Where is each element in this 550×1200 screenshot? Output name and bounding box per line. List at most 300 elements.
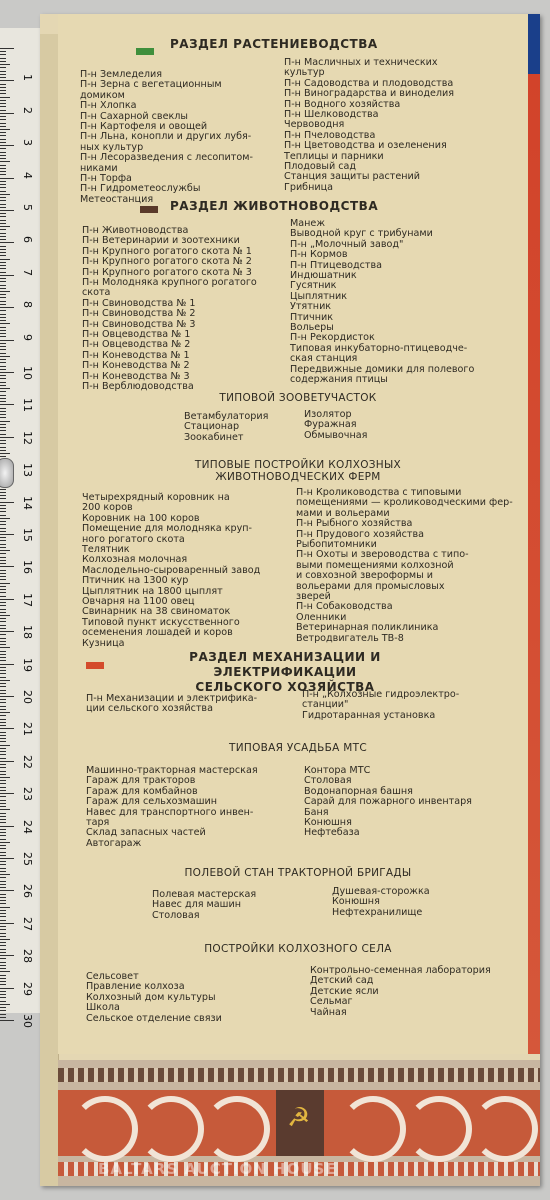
ruler-tick — [0, 242, 14, 243]
ruler-tick — [0, 1017, 6, 1018]
ruler-tick — [0, 80, 14, 81]
ruler-tick — [0, 492, 6, 493]
ruler-tick — [0, 359, 6, 360]
village-right-list: Контрольно-семенная лаборатория Детский сад Детские ясли Сельмаг Чайная — [310, 965, 491, 1018]
ruler-tick — [0, 90, 6, 91]
ruler-tick — [0, 991, 6, 992]
ruler-number: 4 — [21, 171, 34, 179]
ruler-number: 23 — [21, 787, 34, 802]
ruler-tick — [0, 728, 14, 729]
ruler-tick — [0, 754, 6, 755]
ruler-tick — [0, 877, 6, 878]
ruler-tick — [0, 294, 6, 295]
ruler-tick — [0, 929, 6, 930]
ruler-number: 9 — [21, 333, 34, 341]
ruler-number: 12 — [21, 430, 34, 445]
ruler-tick — [0, 74, 6, 75]
ruler-tick — [0, 771, 6, 772]
ruler-tick — [0, 881, 6, 882]
ruler-tick — [0, 751, 6, 752]
ruler-tick — [0, 48, 14, 49]
ruler-tick — [0, 87, 6, 88]
ruler-tick — [0, 320, 6, 321]
ruler-tick — [0, 67, 6, 68]
ruler-tick — [0, 505, 6, 506]
ruler-tick — [0, 852, 6, 853]
ruler-tick — [0, 790, 6, 791]
ruler-tick — [0, 942, 6, 943]
ruler-tick — [0, 340, 14, 341]
ruler-tick — [0, 994, 6, 995]
ruler-tick — [0, 378, 6, 379]
ruler-tick — [0, 832, 6, 833]
livestock-right-list: Манеж Выводной круг с трибунами П-н „Молочный завод" П-н Кормов П-н Птицеводства Индюшатник Гусятник Цыплятник Утятник Птичник Вольеры П-н Рекордисток Типовая инкубаторно-птицеводче- ская станция Передвижные домики для полевого содержания птицы — [290, 218, 475, 386]
ruler-number: 15 — [21, 528, 34, 542]
ruler-tick — [0, 596, 6, 597]
ruler-tick — [0, 887, 6, 888]
ruler-tick — [0, 709, 6, 710]
zoovet-left-list: Ветамбулатория Стационар Зоокабинет — [184, 411, 269, 443]
swirl-ornament — [72, 1096, 138, 1162]
ruler-tick — [0, 625, 6, 626]
ruler-tick — [0, 845, 6, 846]
ruler-tick — [0, 644, 6, 645]
ruler-tick — [0, 858, 14, 859]
ruler-tick — [0, 686, 6, 687]
ruler-tick — [0, 54, 6, 55]
ruler-tick — [0, 939, 10, 940]
ruler-tick — [0, 907, 10, 908]
ruler-number: 25 — [21, 852, 34, 866]
ruler-tick — [0, 207, 6, 208]
ruler-tick — [0, 236, 6, 237]
sheet-fold — [40, 34, 59, 1186]
ruler-tick — [0, 550, 10, 551]
ruler-tick — [0, 132, 6, 133]
ruler-tick — [0, 553, 6, 554]
ruler-tick — [0, 916, 6, 917]
ruler-tick — [0, 949, 6, 950]
ruler-tick — [0, 900, 6, 901]
ruler-tick — [0, 310, 6, 311]
ruler-tick — [0, 84, 6, 85]
ruler-tick — [0, 722, 6, 723]
ruler-tick — [0, 842, 10, 843]
ruler-tick — [0, 398, 6, 399]
ruler-tick — [0, 783, 6, 784]
ruler-tick — [0, 226, 10, 227]
red-swatch — [86, 662, 104, 669]
ruler-tick — [0, 680, 10, 681]
ruler-number: 14 — [21, 495, 34, 510]
ruler-tick — [0, 787, 6, 788]
ruler-tick — [0, 777, 10, 778]
ruler-tick — [0, 281, 6, 282]
ruler-tick — [0, 518, 10, 519]
mts-left-list: Машинно-тракторная мастерская Гараж для тракторов Гараж для комбайнов Гараж для сельхозмашин Навес для транспортного инвен- таря Склад запасных частей Автогараж — [86, 765, 258, 849]
ruler-number: 10 — [21, 366, 34, 380]
ruler-tick — [0, 868, 6, 869]
ruler-tick — [0, 220, 6, 221]
ruler-tick — [0, 191, 6, 192]
ruler-tick — [0, 725, 6, 726]
ruler-number: 28 — [21, 949, 34, 964]
ruler-tick — [0, 955, 14, 956]
ruler-tick — [0, 981, 6, 982]
ruler-tick — [0, 1007, 6, 1008]
ruler-tick — [0, 537, 6, 538]
ruler-tick — [0, 489, 6, 490]
ruler-tick — [0, 793, 14, 794]
ruler-tick — [0, 447, 6, 448]
ruler-tick — [0, 589, 6, 590]
ruler-tick — [0, 391, 6, 392]
ruler-tick — [0, 803, 6, 804]
farm-left-list: Четырехрядный коровник на 200 коров Коровник на 100 коров Помещение для молодняка круп- ного рогатого скота Телятник Колхозная молочная Маслодельно-сыроваренный завод Птичник на 1300 кур Цыплятник на 1800 цыплят Овчарня на 1100 овец Свинарник на 38 свиноматок Типовой пункт искусственного осеменения лошадей и коров Кузница — [82, 492, 261, 649]
ruler-tick — [0, 745, 10, 746]
ruler-tick — [0, 259, 10, 260]
section-title-zoovet: ТИПОВОЙ ЗООВЕТУЧАСТОК — [219, 392, 377, 404]
ruler-tick — [0, 638, 6, 639]
ruler-tick — [0, 683, 6, 684]
ruler-tick — [0, 1014, 6, 1015]
ruler-number: 13 — [21, 463, 34, 478]
ruler-tick — [0, 369, 6, 370]
ruler-tick — [0, 609, 6, 610]
ruler-tick — [0, 1004, 10, 1005]
ruler-tick — [0, 1020, 14, 1021]
ruler-tick — [0, 673, 6, 674]
ruler-tick — [0, 563, 6, 564]
ruler-tick — [0, 599, 14, 600]
ornament-top-band — [58, 1068, 540, 1082]
section-title-mts: ТИПОВАЯ УСАДЬБА МТС — [229, 742, 367, 754]
ruler-tick — [0, 839, 6, 840]
ruler-tick — [0, 660, 6, 661]
ruler-tick — [0, 327, 6, 328]
ruler-tick — [0, 968, 6, 969]
swirl-ornament — [406, 1096, 472, 1162]
ruler-tick — [0, 246, 6, 247]
ruler-tick — [0, 690, 6, 691]
ruler-tick — [0, 168, 6, 169]
ruler-tick — [0, 213, 6, 214]
measuring-ruler — [0, 28, 45, 1028]
ruler-tick — [0, 677, 6, 678]
ruler-tick — [0, 356, 10, 357]
ruler-tick — [0, 524, 6, 525]
ruler-tick — [0, 767, 6, 768]
ruler-tick — [0, 822, 6, 823]
ruler-tick — [0, 631, 14, 632]
ruler-tick — [0, 498, 6, 499]
ruler-tick — [0, 897, 6, 898]
ruler-tick — [0, 1001, 6, 1002]
ruler-tick — [0, 252, 6, 253]
swirl-ornament — [340, 1096, 406, 1162]
ruler-tick — [0, 135, 6, 136]
ruler-tick — [0, 502, 14, 503]
ruler-tick — [0, 910, 6, 911]
ruler-tick — [0, 119, 6, 120]
ruler-tick — [0, 813, 6, 814]
ruler-tick — [0, 249, 6, 250]
ruler-tick — [0, 741, 6, 742]
ruler-tick — [0, 651, 6, 652]
ruler-tick — [0, 210, 14, 211]
ruler-tick — [0, 962, 6, 963]
ruler-tick — [0, 664, 14, 665]
ruler-tick — [0, 997, 6, 998]
ruler-number: 19 — [21, 657, 34, 672]
ruler-tick — [0, 123, 6, 124]
mech-left-list: П-н Механизации и электрифика- ции сельского хозяйства — [86, 693, 258, 715]
ruler-number: 11 — [21, 398, 34, 413]
ruler-tick — [0, 139, 6, 140]
ruler-tick — [0, 145, 14, 146]
ruler-tick — [0, 336, 6, 337]
ruler-tick — [0, 181, 6, 182]
ruler-tick — [0, 197, 6, 198]
ruler-tick — [0, 93, 6, 94]
ruler-tick — [0, 161, 10, 162]
ruler-tick — [0, 430, 6, 431]
ruler-tick — [0, 395, 6, 396]
ruler-tick — [0, 126, 6, 127]
ruler-tick — [0, 602, 6, 603]
ruler-tick — [0, 861, 6, 862]
ruler-tick — [0, 229, 6, 230]
ruler-tick — [0, 706, 6, 707]
ruler-number: 3 — [21, 139, 34, 147]
mech-right-list: П-н „Колхозные гидроэлектро- станции" Гидротаранная установка — [302, 689, 460, 721]
ruler-tick — [0, 453, 10, 454]
ruler-tick — [0, 540, 6, 541]
ruler-tick — [0, 719, 6, 720]
ruler-tick — [0, 200, 6, 201]
ruler-tick — [0, 534, 14, 535]
ruler-tick — [0, 343, 6, 344]
ruler-tick — [0, 735, 6, 736]
ruler-tick — [0, 511, 6, 512]
ruler-tick — [0, 699, 6, 700]
ruler-tick — [0, 647, 10, 648]
ruler-tick — [0, 952, 6, 953]
ruler-tick — [0, 826, 14, 827]
ruler-tick — [0, 978, 6, 979]
ruler-number: 1 — [21, 74, 34, 82]
field-right-list: Душевая-сторожка Конюшня Нефтехранилище — [332, 886, 430, 918]
ruler-number: 27 — [21, 916, 34, 931]
ruler-tick — [0, 375, 6, 376]
ruler-tick — [0, 64, 10, 65]
ruler-number: 6 — [21, 236, 34, 244]
ruler-tick — [0, 874, 10, 875]
ruler-tick — [0, 547, 6, 548]
ruler-tick — [0, 233, 6, 234]
ruler-tick — [0, 385, 6, 386]
ruler-tick — [0, 693, 6, 694]
swirl-ornament — [472, 1096, 538, 1162]
ruler-tick — [0, 592, 6, 593]
ruler-tick — [0, 670, 6, 671]
ruler-number: 17 — [21, 592, 34, 607]
ruler-tick — [0, 194, 10, 195]
ruler-tick — [0, 278, 6, 279]
ruler-tick — [0, 404, 14, 405]
ruler-tick — [0, 77, 6, 78]
ruler-tick — [0, 372, 14, 373]
ruler-tick — [0, 268, 6, 269]
ruler-tick — [0, 165, 6, 166]
ruler-number: 21 — [21, 722, 34, 737]
ruler-tick — [0, 515, 6, 516]
ruler-number: 30 — [21, 1014, 34, 1028]
ruler-tick — [0, 764, 6, 765]
ruler-tick — [0, 958, 6, 959]
ruler-tick — [0, 583, 10, 584]
ruler-tick — [0, 495, 6, 496]
ruler-tick — [0, 923, 14, 924]
ruler-tick — [0, 152, 6, 153]
ruler-tick — [0, 346, 6, 347]
ruler-tick — [0, 421, 10, 422]
ruler-tick — [0, 255, 6, 256]
ruler-tick — [0, 362, 6, 363]
flag-stripe — [528, 14, 540, 1054]
ruler-tick — [0, 330, 6, 331]
ruler-tick — [0, 605, 6, 606]
ruler-tick — [0, 304, 6, 305]
ruler-number: 2 — [21, 106, 34, 114]
ruler-tick — [0, 427, 6, 428]
section-title-livestock: РАЗДЕЛ ЖИВОТНОВОДСТВА — [170, 199, 379, 213]
ruler-tick — [0, 443, 6, 444]
ruler-tick — [0, 51, 6, 52]
watermark: BALTARS AUCTION HOUSE — [98, 1160, 337, 1178]
ruler-tick — [0, 223, 6, 224]
ruler-tick — [0, 615, 10, 616]
ruler-tick — [0, 933, 6, 934]
section-title-crops: РАЗДЕЛ РАСТЕНИЕВОДСТВА — [170, 37, 378, 51]
ruler-tick — [0, 667, 6, 668]
ruler-tick — [0, 871, 6, 872]
village-left-list: Сельсовет Правление колхоза Колхозный дом культуры Школа Сельское отделение связи — [86, 971, 222, 1024]
ruler-tick — [0, 272, 6, 273]
ruler-tick — [0, 424, 6, 425]
ruler-tick — [0, 829, 6, 830]
ruler-tick — [0, 100, 6, 101]
ruler-tick — [0, 265, 6, 266]
ruler-number: 5 — [21, 204, 34, 211]
ruler-tick — [0, 440, 6, 441]
ruler-tick — [0, 58, 6, 59]
ruler-number: 26 — [21, 884, 34, 899]
ruler-tick — [0, 301, 6, 302]
ruler-tick — [0, 408, 6, 409]
leaflet-sheet — [40, 14, 540, 1186]
ruler-tick — [0, 945, 6, 946]
ruler-number: 22 — [21, 754, 34, 769]
ruler-tick — [0, 560, 6, 561]
ruler-tick — [0, 920, 6, 921]
ruler-tick — [0, 178, 14, 179]
ruler-tick — [0, 129, 10, 130]
ruler-tick — [0, 103, 6, 104]
ruler-tick — [0, 411, 6, 412]
ruler-tick — [0, 890, 14, 891]
ruler-tick — [0, 323, 10, 324]
ruler-tick — [0, 187, 6, 188]
swirl-ornament — [138, 1096, 204, 1162]
ruler-tick — [0, 835, 6, 836]
sheet-content — [58, 14, 528, 1054]
ruler-hole — [0, 458, 14, 488]
brown-swatch — [140, 206, 158, 213]
ruler-tick — [0, 434, 6, 435]
hammer-sickle-emblem — [276, 1090, 324, 1156]
ruler-tick — [0, 971, 10, 972]
ruler-tick — [0, 437, 14, 438]
ruler-tick — [0, 576, 6, 577]
ruler-tick — [0, 654, 6, 655]
ruler-tick — [0, 317, 6, 318]
ruler-tick — [0, 621, 6, 622]
ruler-tick — [0, 521, 6, 522]
ruler-tick — [0, 61, 6, 62]
section-title-field-camp: ПОЛЕВОЙ СТАН ТРАКТОРНОЙ БРИГАДЫ — [184, 867, 412, 879]
section-title-farm-buildings: ТИПОВЫЕ ПОСТРОЙКИ КОЛХОЗНЫХ ЖИВОТНОВОДЧЕСКИХ ФЕРМ — [194, 459, 402, 483]
ruler-tick — [0, 806, 6, 807]
ruler-tick — [0, 965, 6, 966]
ruler-number: 16 — [21, 560, 34, 575]
ruler-tick — [0, 291, 10, 292]
ruler-tick — [0, 809, 10, 810]
ruler-tick — [0, 155, 6, 156]
ruler-tick — [0, 388, 10, 389]
ruler-tick — [0, 116, 6, 117]
ruler-tick — [0, 314, 6, 315]
ruler-tick — [0, 855, 6, 856]
ruler-tick — [0, 148, 6, 149]
ruler-tick — [0, 864, 6, 865]
green-swatch — [136, 48, 154, 55]
ruler-tick — [0, 628, 6, 629]
ruler-tick — [0, 894, 6, 895]
mts-right-list: Контора МТС Столовая Водонапорная башня Сарай для пожарного инвентаря Баня Конюшня Нефтебаза — [304, 765, 472, 839]
ruler-tick — [0, 531, 6, 532]
ruler-tick — [0, 573, 6, 574]
ruler-tick — [0, 848, 6, 849]
livestock-left-list: П-н Животноводства П-н Ветеринарии и зоотехники П-н Крупного рогатого скота № 1 П-н Крупного рогатого скота № 2 П-н Крупного рогатого скота № 3 П-н Молодняка крупного рогатого скота П-н Свиноводства № 1 П-н Свиноводства № 2 П-н Свиноводства № 3 П-н Овцеводства № 1 П-н Овцеводства № 2 П-н Коневодства № 1 П-н Коневодства № 2 П-н Коневодства № 3 П-н Верблюдоводства — [82, 225, 257, 393]
ruler-tick — [0, 414, 6, 415]
ruler-tick — [0, 579, 6, 580]
ruler-number: 7 — [21, 268, 34, 276]
ruler-tick — [0, 641, 6, 642]
ruler-tick — [0, 618, 6, 619]
ruler-tick — [0, 732, 6, 733]
ruler-tick — [0, 738, 6, 739]
ruler-tick — [0, 975, 6, 976]
ruler-tick — [0, 913, 6, 914]
ruler-tick — [0, 171, 6, 172]
ruler-number: 18 — [21, 625, 34, 640]
swirl-ornament — [204, 1096, 270, 1162]
ruler-tick — [0, 349, 6, 350]
ruler-tick — [0, 184, 6, 185]
ruler-tick — [0, 275, 14, 276]
section-title-village: ПОСТРОЙКИ КОЛХОЗНОГО СЕЛА — [204, 943, 392, 955]
